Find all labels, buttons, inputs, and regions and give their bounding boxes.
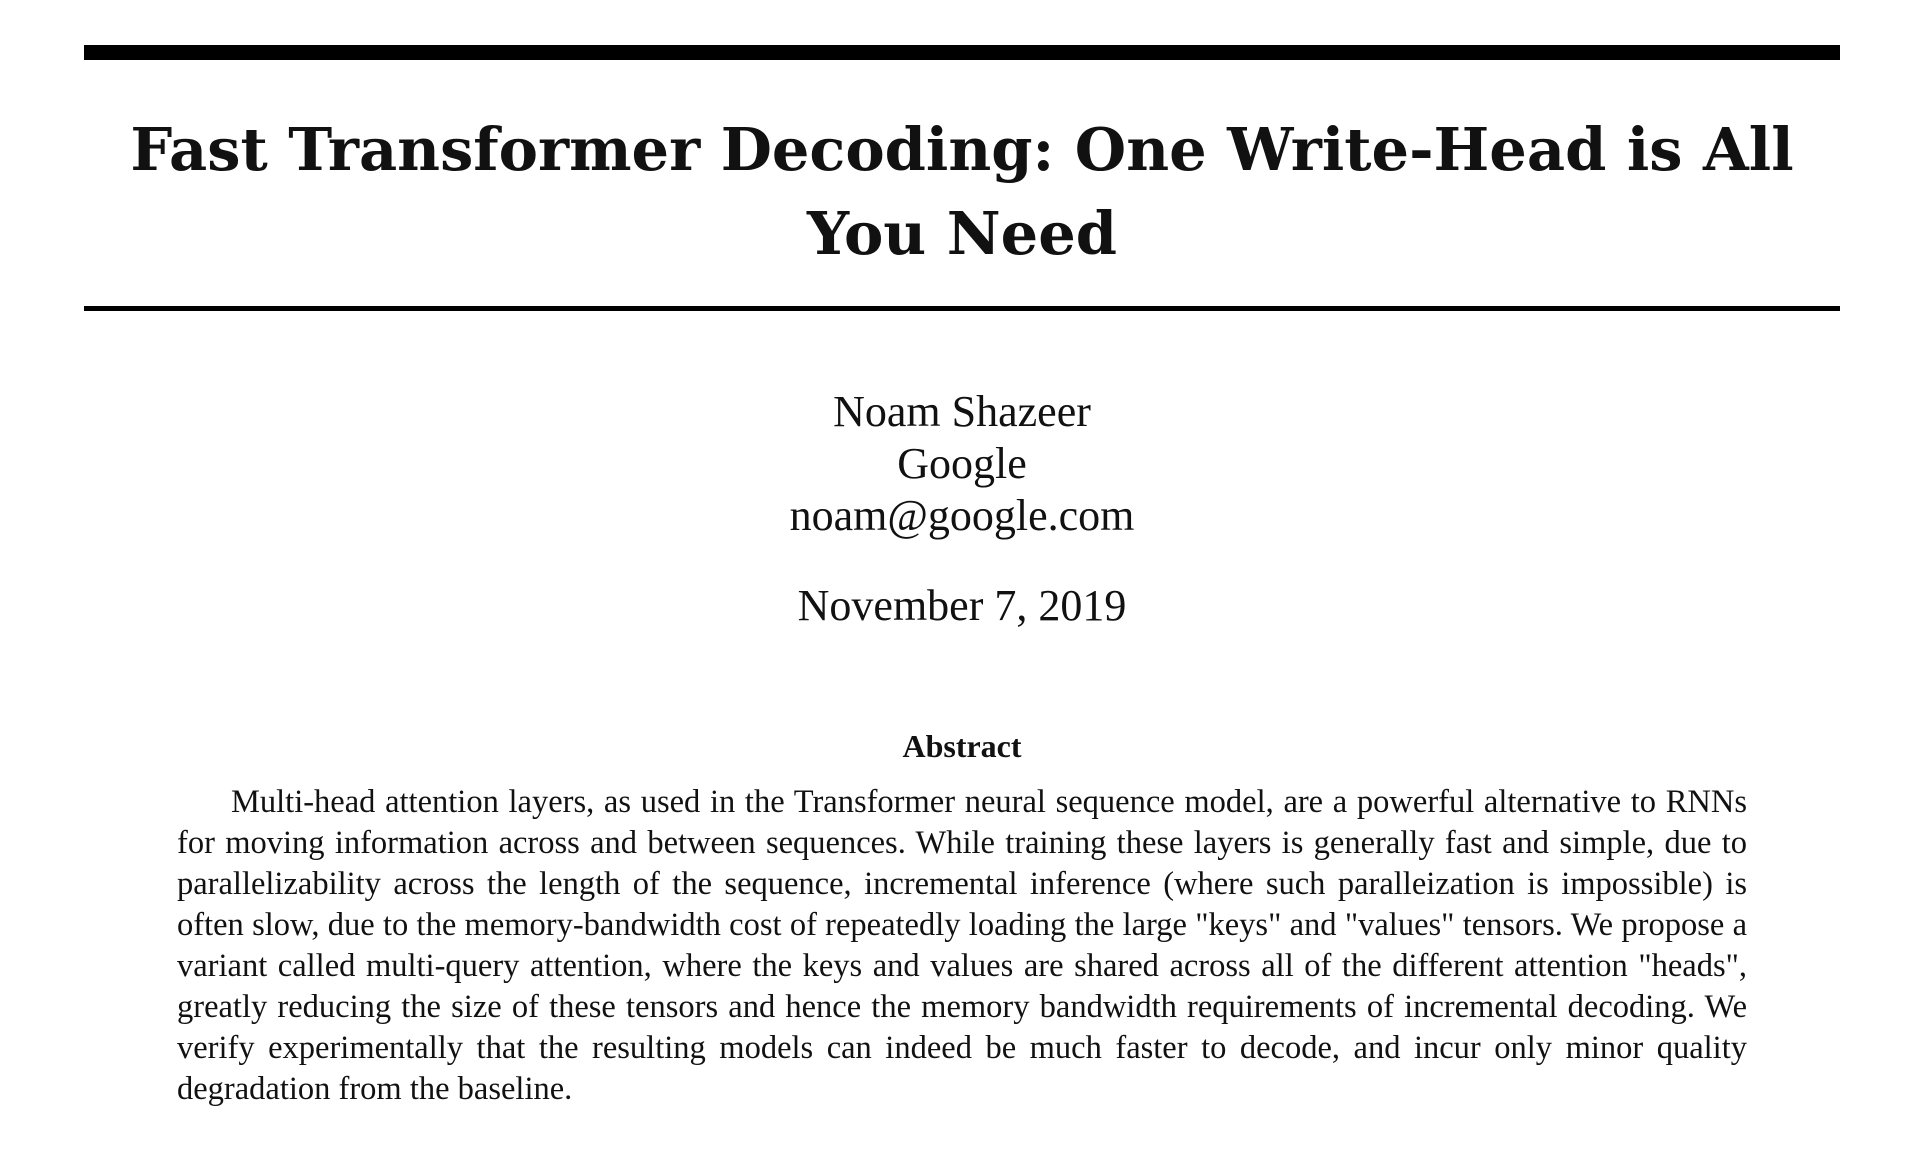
- title-bottom-rule: [84, 306, 1840, 311]
- paper-date: November 7, 2019: [797, 581, 1127, 630]
- author-block: [0, 386, 1924, 542]
- abstract-heading: Abstract: [902, 728, 1022, 764]
- author-email: noam@google.com: [789, 491, 1135, 540]
- author-name: Noam Shazeer: [833, 387, 1091, 436]
- paper-title: Fast Transformer Decoding: One Write-Head is All You Need: [130, 115, 1794, 268]
- abstract-text: Multi-head attention layers, as used in the Transformer neural sequence model, are a powerful alternative to RNNs for moving information across and between sequences. While training these layers is generally fast and simple, due to parallelizability across the length of the sequence, incremental inference (where such paralleization is impossible) is often slow, due to the memory-bandwidth cost of repeatedly loading the large "keys" and "values" tensors. We propose a variant called multi-query attention, where the keys and values are shared across all of the different attention "heads", greatly reducing the size of these tensors and hence the memory bandwidth requirements of incremental decoding. We verify experimentally that the resulting models can indeed be much faster to decode, and incur only minor quality degradation from the baseline.: [177, 784, 1747, 1107]
- author-affiliation: Google: [897, 439, 1027, 488]
- title-top-rule: [84, 45, 1840, 60]
